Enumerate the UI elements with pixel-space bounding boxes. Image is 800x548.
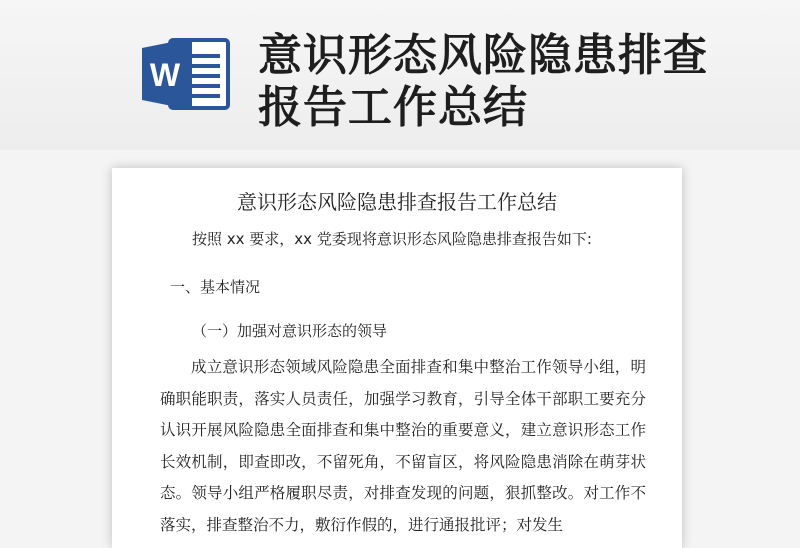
word-document-icon <box>140 34 234 114</box>
word-icon-letter: W <box>149 57 181 93</box>
page-title: 意识形态风险隐患排查报告工作总结 <box>258 30 708 133</box>
document-intro: 按照 xx 要求，xx 党委现将意识形态风险隐患排查报告如下: <box>192 230 592 248</box>
document-page <box>112 168 682 548</box>
document-title: 意识形态风险隐患排查报告工作总结 <box>237 190 557 214</box>
body-paragraph: 成立意识形态领域风险隐患全面排查和集中整治工作领导小组，明确职能职责，落实人员责任，加强学习教育，引导全体干部职工要充分认识开展风险隐患全面排查和集中整治的重要意义，建立意识形态工作长效机制，即查即改，不留死角，不留盲区，将风险隐患消除在萌芽状态。领导小组严格履职尽责，对排查发现的问题，狠抓整改。对工作不落实，排查整治不力，敷衍作假的，进行通报批评；对发生 <box>160 358 646 534</box>
subsection-heading: （一）加强对意识形态的领导 <box>192 322 388 340</box>
section-heading: 一、基本情况 <box>170 278 261 296</box>
